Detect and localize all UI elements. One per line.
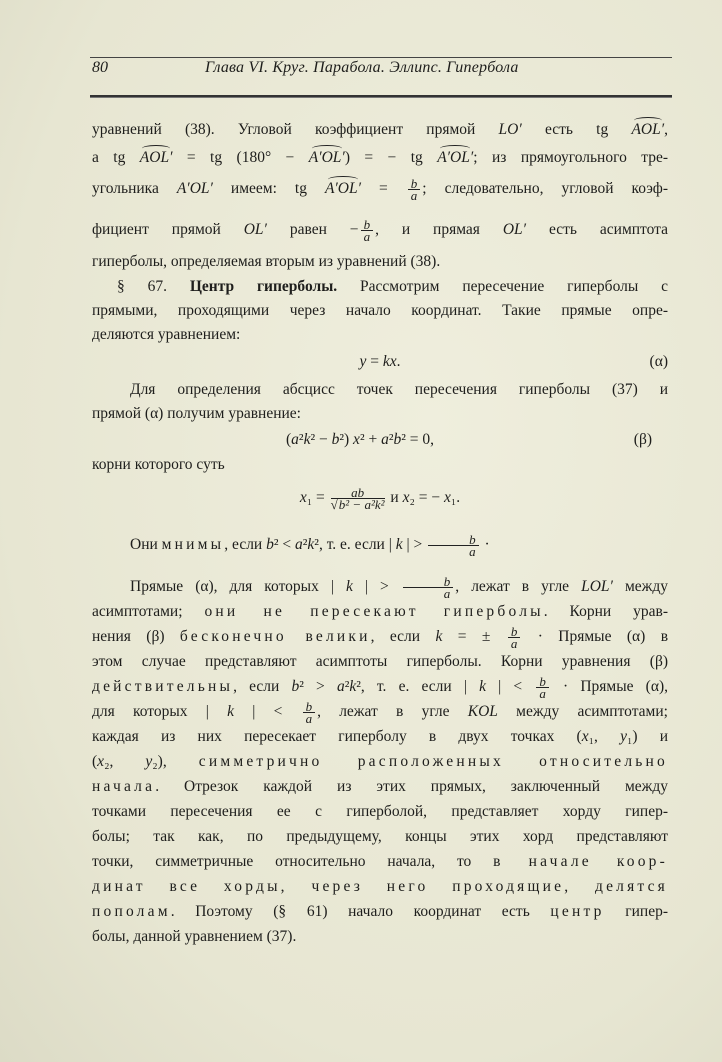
fraction [303,701,316,724]
text-run: | > [402,536,427,554]
text-run: ₁, [588,728,621,745]
text-run: есть tg [521,121,632,138]
math-symbol: k [349,678,357,696]
text-run: Для определения абсцисс точек пересечения гиперболы (37) и [130,381,668,398]
text-run: равен − [266,221,359,239]
angle-symbol: A′OL′ [437,149,474,166]
text-run: асимптотами; [92,603,205,620]
text-line [92,626,668,649]
text-run: корни которого суть [92,456,225,473]
text-run: имеем: tg [212,180,325,198]
math-symbol: y [359,353,367,370]
fraction [536,676,549,699]
text-line [92,927,668,947]
text-run: этом случае представляют асимптоты гиперболы. Корни уравнения (β) [92,653,668,670]
text-run: между [612,578,668,596]
text-run: ₁) и [626,728,669,745]
text-line [92,120,668,140]
text-line [92,602,668,622]
math-symbol: k [227,703,234,721]
fraction-numerator: b [408,178,421,190]
text-run: для которых | [92,703,228,721]
text-run: | > [352,578,401,596]
text-run: ² [344,678,350,696]
spaced-emphasis: центр [550,903,605,920]
spaced-emphasis: мнимы [161,536,225,554]
text-line [92,534,668,557]
text-run: гиперболы, определяемая вторым из уравнений (38). [92,253,441,270]
angle-symbol: AOL′ [631,121,665,138]
text-run: | < [486,678,535,696]
math-symbol: k [479,678,486,696]
fraction-numerator: b [361,219,374,231]
text-run: ( [92,753,98,770]
text-run: , если [224,536,267,554]
fraction-denominator: a [539,686,546,701]
text-run: , если [233,678,292,696]
text-run: Рассмотрим пересечение гиперболы с [337,278,668,295]
math-symbol: b [291,678,300,696]
text-run: и [386,489,403,507]
text-run: ; из прямоугольного тре- [473,149,669,166]
text-run: фициент прямой [92,221,244,239]
text-line [92,277,668,297]
fraction [408,178,421,201]
fraction-denominator: a [510,636,518,651]
text-run: ₁ = [306,489,329,507]
text-run: точки, симметричные относительно начала, то [92,853,494,870]
spaced-emphasis: действительны [92,678,234,696]
text-line [92,877,668,897]
text-run: угольника [92,180,177,198]
text-run: · Прямые (α) в [522,628,669,646]
math-symbol: b [393,431,402,448]
math-symbol: a [381,431,389,448]
math-symbol: b [266,536,274,554]
text-run: . Поэтому (§ 61) начало координат есть [170,903,551,920]
text-line [92,219,668,242]
text-run: каждая из них пересекает гиперболу в двух точках ( [92,728,582,745]
spaced-emphasis: пополам [92,903,171,920]
text-line [92,802,668,822]
fraction-denominator: a [469,544,476,559]
text-line [92,827,668,847]
text-run: ₂ = − [409,489,444,507]
text-line [92,676,668,699]
math-symbol: k [395,536,403,554]
text-run: | < [234,703,301,721]
section-title: Центр гиперболы. [189,278,338,295]
text-line [92,727,668,747]
text-run: · [480,536,490,554]
math-symbol: KOL [467,703,498,721]
text-run: ₂), [152,753,199,770]
text-line [92,487,668,510]
fraction-numerator: b [303,701,316,713]
fraction-denominator: a [305,711,313,726]
header-bottom-rule [90,95,672,98]
fraction [361,219,374,242]
text-line [92,301,668,321]
angle-symbol: A′OL′ [324,180,362,198]
math-symbol: a [336,678,345,696]
text-run: § 67. [117,278,190,295]
text-run: ( [286,431,292,448]
page-number: 80 [92,59,108,76]
text-line [92,404,668,424]
text-run: . Отрезок каждой из этих прямых, заключенный между [155,778,668,795]
math-symbol: x [581,728,589,745]
text-run: , если [370,628,436,646]
text-run: ² − [310,431,332,448]
text-line [92,777,668,797]
text-run: есть асимптота [526,221,669,239]
text-run: ², т. е. если | [314,536,396,554]
text-line [92,576,668,599]
text-run: = ± [442,628,506,646]
equation-number: (β) [633,431,652,448]
text-run: а tg [92,149,140,166]
text-line [92,148,668,168]
text-run: болы; так как, по предыдущему, концы этих хорд представляют [92,828,668,845]
math-symbol: LOL′ [581,578,613,596]
text-run: прямыми, проходящими через начало координат. Такие прямые опре- [92,302,668,319]
spaced-emphasis: симметрично расположенных относительно [198,753,668,770]
text-run: уравнений (38). Угловой коэффициент прямой [92,121,499,138]
text-run: Прямые (α), для которых | [130,578,346,596]
running-header-title: Глава VI. Круг. Парабола. Эллипс. Гипербола [205,59,519,76]
text-run: ² [388,431,394,448]
text-run: ² < [273,536,295,554]
text-run: Они [130,536,162,554]
radical-denominator: √ b² − a²k² [331,498,385,510]
angle-symbol: A′OL′ [308,149,345,166]
text-run: , лежат в угле [455,578,582,596]
math-symbol: k [307,536,315,554]
angle-symbol: AOL′ [139,149,173,166]
text-run: ² + [359,431,382,448]
math-symbol: y [145,753,153,770]
text-run: прямой (α) получим уравнение: [92,405,301,422]
text-run: · Прямые (α), [550,678,668,696]
text-line [92,252,668,272]
math-symbol: x [97,753,105,770]
math-symbol: OL′ [502,221,527,239]
text-run: = tg (180° − [172,149,309,166]
text-run: = [361,180,406,198]
math-symbol: x [443,489,451,507]
text-line [92,652,668,672]
math-symbol: b [331,431,340,448]
text-run: деляются уравнением: [92,326,241,343]
text-line [92,352,668,372]
spaced-emphasis: динат все хорды, через него проходящие, делятся [92,878,668,895]
spaced-emphasis: начала [92,778,156,795]
fraction-numerator: b [508,626,521,638]
math-symbol: a [295,536,303,554]
text-run: = [366,353,383,370]
fraction-denominator: a [410,188,418,203]
text-line [92,178,668,201]
math-symbol: k [345,578,353,596]
fraction-numerator: ab [348,487,367,499]
text-line [92,752,668,772]
text-run: ² > [299,678,337,696]
text-run: ² = 0, [401,431,434,448]
fraction-numerator: b [403,576,454,588]
math-symbol: OL′ [243,221,267,239]
text-run: ² [298,431,304,448]
fraction-numerator: b [536,676,549,688]
text-line [92,380,668,400]
fraction [508,626,521,649]
text-run: точками пересечения ее с гиперболой, представляет хорду гипер- [92,803,668,820]
text-run: болы, данной уравнением (37). [92,928,297,945]
text-run: гипер- [604,903,668,920]
text-run: ; следовательно, угловой коэф- [422,180,668,198]
text-run: . Корни урав- [543,603,668,620]
math-symbol: LO′ [498,121,522,138]
text-run: ²) [339,431,354,448]
text-run: ², т. е. если | [356,678,480,696]
math-symbol: x [299,489,307,507]
math-symbol: A′OL′ [176,180,213,198]
text-run: , лежат в угле [317,703,468,721]
text-run: ² [302,536,308,554]
fraction-denominator: a [443,586,451,601]
math-symbol: k [435,628,443,646]
text-run: , [664,121,669,138]
fraction [428,534,479,557]
text-run: ) = − tg [344,149,438,166]
math-symbol: kx [382,353,397,370]
math-symbol: x [402,489,410,507]
math-symbol: y [620,728,627,745]
text-line [92,430,668,450]
equation-number: (α) [649,353,668,370]
math-symbol: a [291,431,299,448]
spaced-emphasis: бесконечно велики [179,628,371,646]
text-run: между асимптотами; [497,703,668,721]
text-line [92,902,668,922]
fraction-denominator: a [363,229,371,244]
text-line [92,701,668,724]
text-run: ₂, [104,753,146,770]
fraction-numerator: b [428,534,479,546]
text-run: ₁. [450,489,461,507]
text-line [92,455,668,475]
fraction [403,576,454,599]
spaced-emphasis: в начале коор- [493,853,668,870]
radical-fraction [331,487,385,510]
text-run: . [396,353,401,370]
text-line [92,325,668,345]
text-line [92,852,668,872]
text-run: нения (β) [92,628,180,646]
spaced-emphasis: они не пересекают гиперболы [204,603,544,620]
text-run: , и прямая [375,221,503,239]
math-symbol: x [353,431,360,448]
math-symbol: k [303,431,311,448]
